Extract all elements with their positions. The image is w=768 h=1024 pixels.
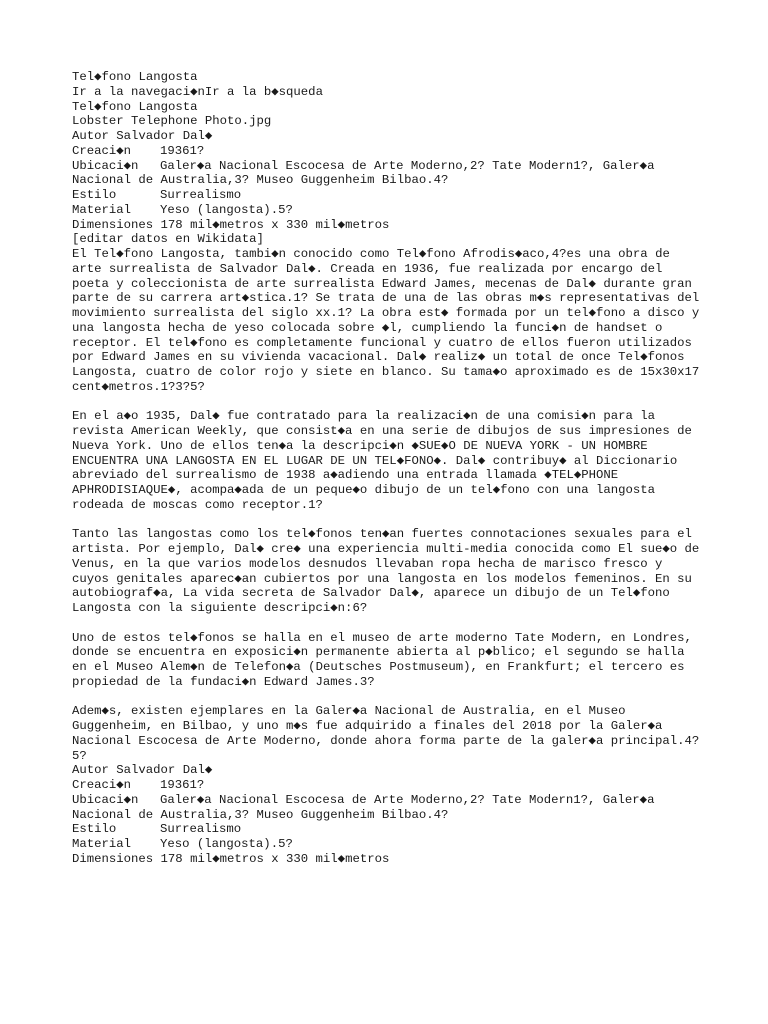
paragraph: El Tel◆fono Langosta, tambi◆n conocido como Tel◆fono Afrodis◆aco,4?es una obra de arte surrealista de Salvador Dal◆. Creada en 1936, fue realizada por encargo del poeta y coleccionista de arte surrealista Edward James, mecenas de Dal◆ durante gran parte de su carrera art◆stica.1? Se trata de una de las obras m◆s representativas del movimiento surrealista del siglo xx.1? La obra est◆ formada por un tel◆fono a disco y una langosta hecha de yeso colocada sobre ◆l, cumpliendo la funci◆n de handset o receptor. El tel◆fono es completamente funcional y cuatro de ellos fueron utilizados por Edward James en su vivienda vacacional. Dal◆ realiz◆ un total de once Tel◆fonos Langosta, cuatro de color rojo y siete en blanco. Su tama◆o aproximado es de 15x30x17 cent◆metros.1?3?5? (72, 247, 700, 394)
infobox-dimensiones: Dimensiones 178 mil◆metros x 330 mil◆metros (72, 217, 390, 232)
infobox-ubicacion-row (72, 793, 702, 808)
document-page (72, 70, 702, 867)
skip-nav-links[interactable]: Ir a la navegaci◆nIr a la b◆squeda (72, 84, 323, 99)
infobox-estilo-label: Estilo (72, 188, 117, 202)
infobox-estilo-value: Surrealismo (160, 188, 242, 202)
infobox-estilo-value: Surrealismo (160, 822, 242, 837)
infobox-bottom (72, 763, 702, 866)
infobox-material-value: Yeso (langosta).5? (160, 837, 293, 851)
paragraph: Tanto las langostas como los tel◆fonos ten◆an fuertes connotaciones sexuales para el artista. Por ejemplo, Dal◆ cre◆ una experiencia multi-media conocida como El sue◆o de Venus, en la que varios modelos desnudos llevaban ropa hecha de marisco fresco y cuyos genitales aparec◆an cubiertos por una langosta en los modelos femeninos. En su autobiograf◆a, La vida secreta de Salvador Dal◆, aparece un dibujo de un Tel◆fono Langosta con la siguiente descripci◆n:6? (72, 527, 700, 615)
infobox-dimensiones: Dimensiones 178 mil◆metros x 330 mil◆metros (72, 851, 390, 866)
paragraph: Uno de estos tel◆fonos se halla en el museo de arte moderno Tate Modern, en Londres, donde se encuentra en exposici◆n permanente abierta al p◆blico; el segundo se halla en el Museo Alem◆n de Telefon◆a (Deutsches Postmuseum), en Frankfurt; el tercero es propiedad de la fundaci◆n Edward James.3? (72, 630, 692, 689)
paragraph-spacer (72, 513, 702, 528)
paragraph: Adem◆s, existen ejemplares en la Galer◆a Nacional de Australia, en el Museo Guggenheim, en Bilbao, y uno m◆s fue adquirido a finales del 2018 por la Galer◆a Nacional Escocesa de Arte Moderno, donde ahora forma parte de la galer◆a principal.4?5? (72, 704, 700, 763)
article-title: Tel◆fono Langosta (72, 70, 198, 84)
infobox-autor: Autor Salvador Dal◆ (72, 763, 213, 778)
infobox-creacion-row (72, 778, 702, 793)
infobox-estilo-row (72, 188, 702, 203)
paragraph: En el a◆o 1935, Dal◆ fue contratado para la realizaci◆n de una comisi◆n para la revista American Weekly, que consist◆a en una serie de dibujos de sus impresiones de Nueva York. Uno de ellos ten◆a la descripci◆n ◆SUE◆O DE NUEVA YORK - UN HOMBRE ENCUENTRA UNA LANGOSTA EN EL LUGAR DE UN TEL◆FONO◆. Dal◆ contribuy◆ al Diccionario abreviado del surrealismo de 1938 a◆adiendo una entrada llamada ◆TEL◆PHONE APHRODISIAQUE◆, acompa◆ada de un peque◆o dibujo de un tel◆fono con una langosta rodeada de moscas como receptor.1? (72, 409, 692, 512)
infobox-ubicacion-label: Ubicaci◆n (72, 792, 139, 807)
infobox-estilo-label: Estilo (72, 822, 117, 837)
infobox-ubicacion-row (72, 159, 702, 174)
infobox-material-label: Material (72, 837, 132, 851)
infobox-estilo-row (72, 822, 702, 837)
infobox-ubicacion-continued: Nacional de Australia,3? Museo Guggenheim Bilbao.4? (72, 807, 449, 822)
infobox-material-row (72, 203, 702, 218)
image-filename[interactable]: Lobster Telephone Photo.jpg (72, 114, 272, 129)
infobox-material-label: Material (72, 202, 132, 217)
infobox-autor: Autor Salvador Dal◆ (72, 129, 213, 143)
infobox-creacion-label: Creaci◆n (72, 143, 132, 158)
infobox-creacion-value: 19361? (160, 143, 205, 158)
article-subtitle: Tel◆fono Langosta (72, 99, 198, 114)
infobox-ubicacion-value: Galer◆a Nacional Escocesa de Arte Moderno,2? Tate Modern1?, Galer◆a (160, 792, 655, 807)
paragraph-spacer (72, 616, 702, 631)
infobox-ubicacion-value: Galer◆a Nacional Escocesa de Arte Moderno,2? Tate Modern1?, Galer◆a (160, 158, 655, 173)
infobox-material-row (72, 837, 702, 852)
paragraph-spacer (72, 690, 702, 705)
infobox-ubicacion-label: Ubicaci◆n (72, 158, 139, 173)
infobox-material-value: Yeso (langosta).5? (160, 202, 293, 217)
infobox-creacion-row (72, 144, 702, 159)
infobox-ubicacion-continued: Nacional de Australia,3? Museo Guggenheim Bilbao.4? (72, 173, 449, 188)
infobox-top (72, 129, 702, 247)
paragraph-spacer (72, 395, 702, 410)
edit-wikidata-link[interactable]: [editar datos en Wikidata] (72, 232, 264, 247)
infobox-creacion-value: 19361? (160, 778, 205, 792)
infobox-creacion-label: Creaci◆n (72, 778, 132, 792)
